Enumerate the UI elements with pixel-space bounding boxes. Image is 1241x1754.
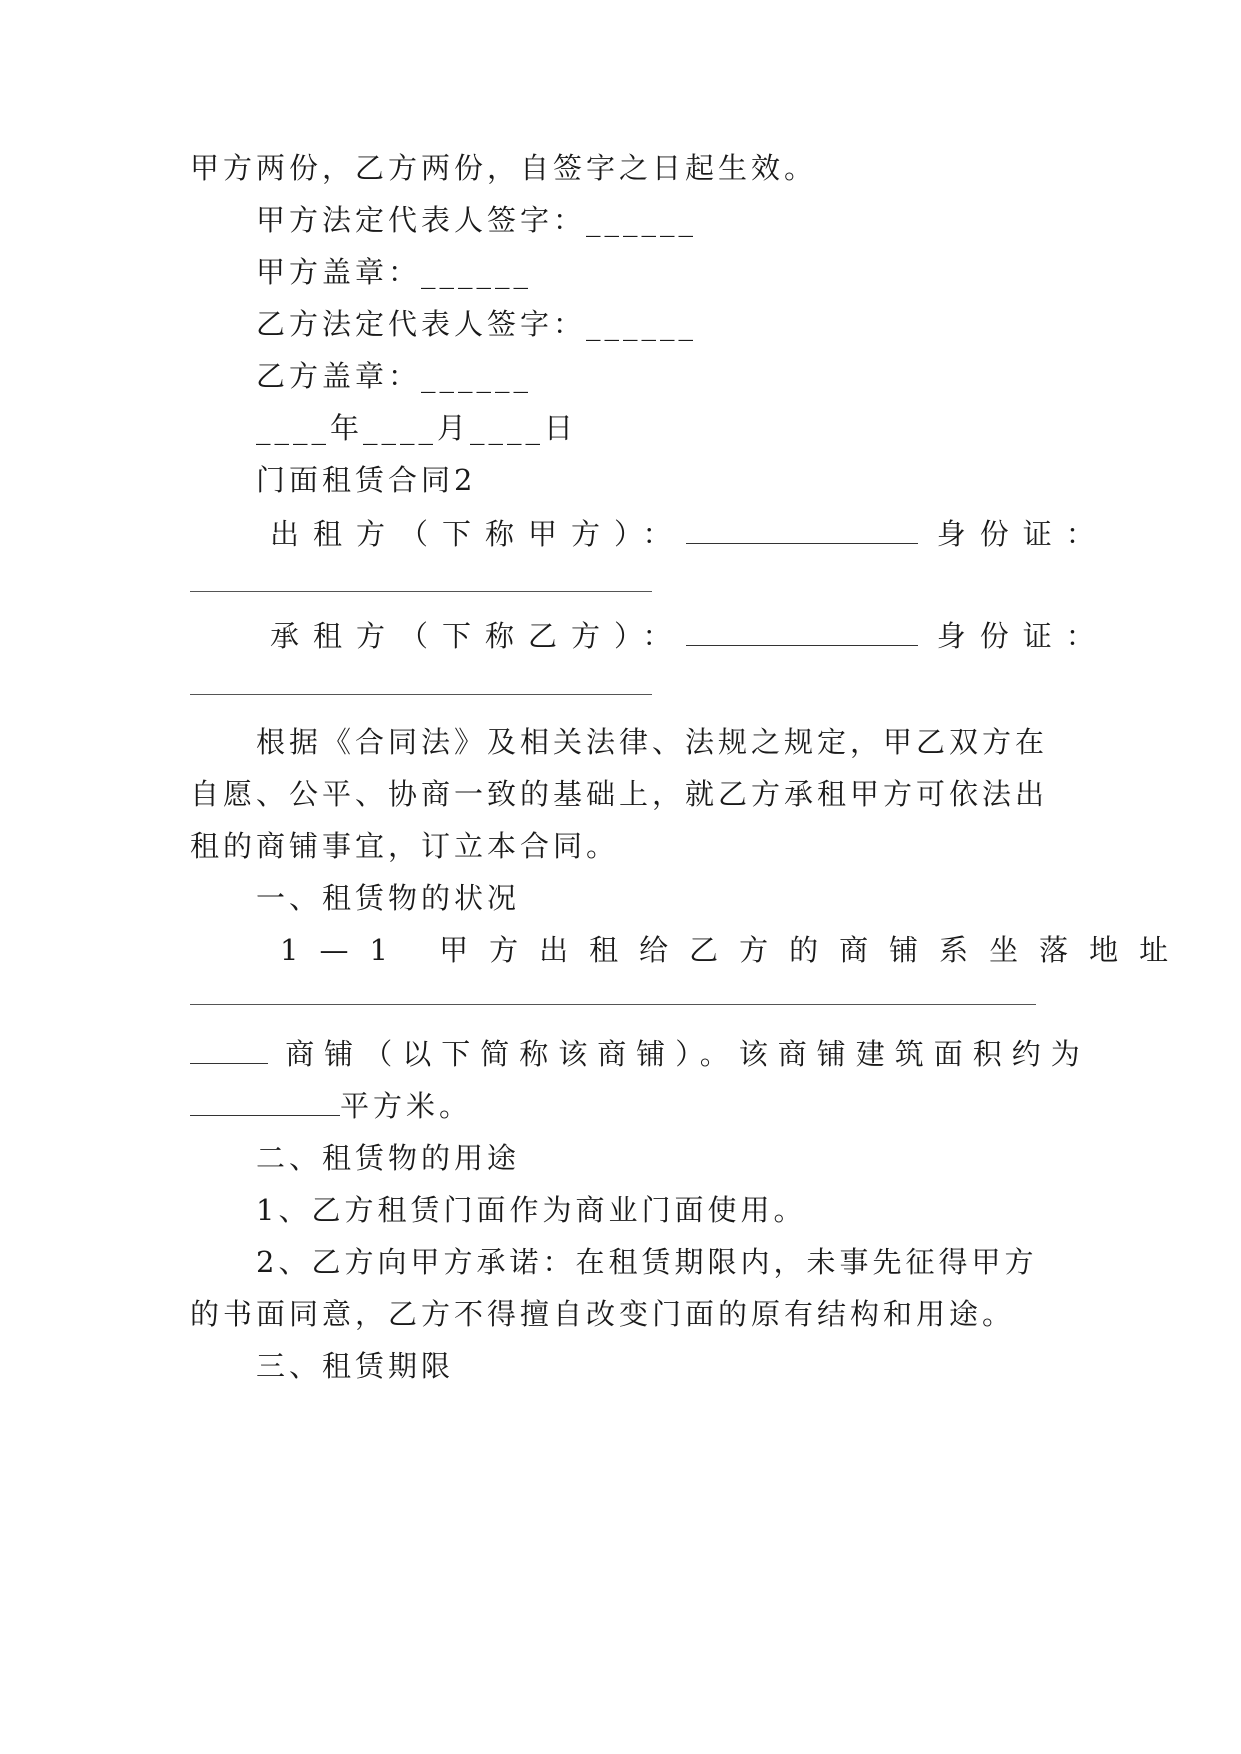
- item-1-1-line-1: 1—1 甲方出租给乙方的商铺系坐落地址: [280, 933, 1190, 967]
- intro-line-1: 根据《合同法》及相关法律、法规之规定，甲乙双方在: [256, 725, 1049, 759]
- lessee-name-blank: [686, 619, 918, 646]
- lessor-name-blank: [686, 517, 918, 544]
- intro-line-2: 自愿、公平、协商一致的基础上，就乙方承租甲方可依法出: [190, 777, 1049, 811]
- item-1-1-line-3: [190, 1034, 1090, 1074]
- lessee-id-label: 身份证：: [936, 619, 1109, 653]
- item-2-2-line-1: 2、乙方向甲方承诺：在租赁期限内，未事先征得甲方: [256, 1245, 1038, 1279]
- area-blank: [190, 1089, 340, 1116]
- party-a-rep-signature: 甲方法定代表人签字：______: [256, 203, 698, 237]
- section-2-heading: 二、租赁物的用途: [256, 1141, 521, 1175]
- party-b-rep-signature: 乙方法定代表人签字：______: [256, 307, 698, 341]
- lessee-id-blank: [190, 694, 652, 695]
- item-1-1-line-4: [190, 1086, 1070, 1126]
- lessor-id-blank: [190, 591, 652, 592]
- item-2-1: 1、乙方租赁门面作为商业门面使用。: [256, 1193, 807, 1227]
- section-3-heading: 三、租赁期限: [256, 1349, 455, 1383]
- item-2-2-line-2: 的书面同意，乙方不得擅自改变门面的原有结构和用途。: [190, 1297, 1016, 1331]
- lessee-label: 承租方（下称乙方）：: [270, 619, 686, 653]
- intro-line-3: 租的商铺事宜，订立本合同。: [190, 829, 620, 863]
- party-b-seal: 乙方盖章：______: [256, 359, 533, 393]
- lessee-line: [270, 616, 1109, 656]
- paragraph-copies: 甲方两份，乙方两份，自签字之日起生效。: [190, 151, 818, 185]
- lessor-id-label: 身份证：: [936, 517, 1109, 551]
- section-1-heading: 一、租赁物的状况: [256, 881, 521, 915]
- contract-title-2: 门面租赁合同2: [256, 463, 477, 497]
- address-tail-blank: [190, 1037, 268, 1064]
- address-blank: [190, 1004, 1036, 1005]
- party-a-seal: 甲方盖章：______: [256, 255, 533, 289]
- date-line: ____年____月____日: [256, 411, 578, 445]
- lessor-label: 出租方（下称甲方）：: [270, 517, 686, 551]
- area-unit: 平方米。: [340, 1089, 473, 1123]
- item-1-1-shop-text: 商铺（以下简称该商铺）。该商铺建筑面积约为: [285, 1037, 1090, 1071]
- lessor-line: [270, 514, 1109, 554]
